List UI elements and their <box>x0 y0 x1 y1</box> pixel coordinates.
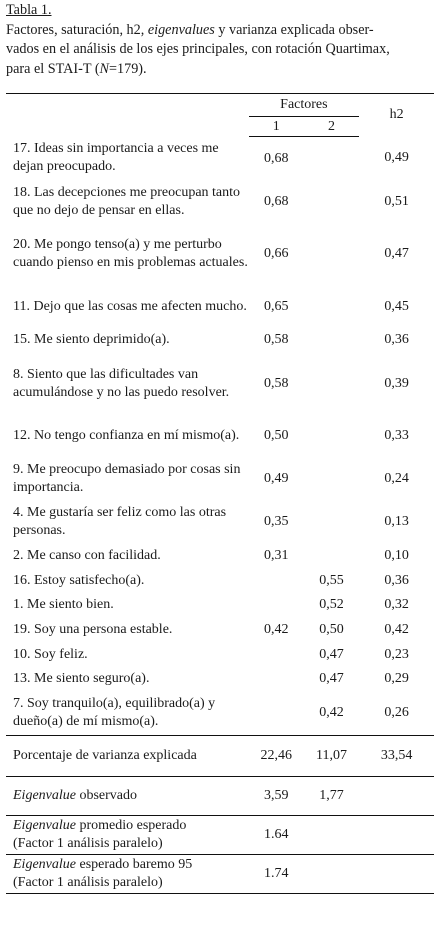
item-factor-2 <box>304 328 359 353</box>
item-h2: 0,39 <box>384 375 409 391</box>
eigenvalue-observed-row <box>6 776 434 815</box>
item-label: 1. Me siento bien. <box>13 597 114 613</box>
item-factor-2 <box>304 223 359 285</box>
header-row-1 <box>6 94 434 117</box>
item-factor-1: 0,42 <box>263 622 289 638</box>
header-h2: h2 <box>359 94 434 137</box>
table-row <box>6 544 434 569</box>
item-h2: 0,47 <box>384 246 409 261</box>
item-factor-2 <box>304 137 359 181</box>
eigenvalue-95-f1: 1.74 <box>249 854 304 893</box>
variance-f1: 22,46 <box>249 735 304 776</box>
caption-line-1: Factores, saturación, h2, eigenvalues y varianza explicada obser- <box>6 21 374 38</box>
item-factor-2: 0,42 <box>319 705 344 721</box>
item-factor-1 <box>249 642 304 667</box>
item-factor-2 <box>304 285 359 328</box>
item-factor-1: 0,65 <box>263 298 289 314</box>
eigenvalue-observed-label: Eigenvalue observado <box>6 776 249 815</box>
header-factor-1: 1 <box>249 117 304 137</box>
eigenvalue-mean-row <box>6 815 434 854</box>
item-h2: 0,10 <box>384 548 409 564</box>
table-row <box>6 692 434 736</box>
table-row <box>6 415 434 458</box>
table-row <box>6 458 434 501</box>
item-factor-2: 0,55 <box>319 572 344 588</box>
item-h2: 0,51 <box>384 193 409 209</box>
header-factores: Factores <box>249 94 360 117</box>
item-label: 20. Me pongo tenso(a) y me perturbo cuando pienso en mis problemas actuales. <box>13 237 248 270</box>
item-h2: 0,32 <box>384 597 409 613</box>
item-label: 11. Dejo que las cosas me afecten mucho. <box>13 298 247 314</box>
item-factor-1: 0,58 <box>263 332 289 348</box>
eigenvalue-95-label: Eigenvalue esperado baremo 95 (Factor 1 análisis paralelo) <box>6 854 249 893</box>
variance-label: Porcentaje de varianza explicada <box>6 735 249 776</box>
item-h2: 0,36 <box>384 332 409 348</box>
item-factor-1: 0,35 <box>263 514 289 530</box>
item-factor-2: 0,47 <box>319 646 344 662</box>
item-factor-2 <box>304 501 359 544</box>
table-row <box>6 642 434 667</box>
item-factor-1: 0,66 <box>263 246 289 261</box>
item-label: 13. Me siento seguro(a). <box>13 671 150 687</box>
header-factor-2: 2 <box>304 117 359 137</box>
variance-f2: 11,07 <box>304 735 359 776</box>
item-factor-1: 0,68 <box>263 193 289 209</box>
eigenvalue-mean-label: Eigenvalue promedio esperado (Factor 1 análisis paralelo) <box>6 815 249 854</box>
item-h2: 0,29 <box>384 671 409 687</box>
table-row <box>6 285 434 328</box>
eigenvalue-observed-f2: 1,77 <box>304 776 359 815</box>
item-label: 15. Me siento deprimido(a). <box>13 332 170 348</box>
table-row <box>6 137 434 181</box>
table-row <box>6 568 434 593</box>
item-h2: 0,33 <box>384 428 409 444</box>
variance-h2: 33,54 <box>359 735 434 776</box>
item-label: 16. Estoy satisfecho(a). <box>13 572 145 588</box>
table-row <box>6 353 434 415</box>
caption-line-2: vados en el análisis de los ejes principales, con rotación Quartimax, <box>6 41 390 57</box>
document <box>6 0 434 890</box>
item-h2: 0,42 <box>384 622 409 638</box>
table-row <box>6 667 434 692</box>
item-label: 4. Me gustaría ser feliz como las otras personas. <box>13 505 227 539</box>
item-h2: 0,23 <box>384 646 409 662</box>
item-factor-2: 0,50 <box>319 622 344 638</box>
item-h2: 0,13 <box>384 514 409 530</box>
item-h2: 0,26 <box>384 705 409 721</box>
variance-row <box>6 735 434 776</box>
item-label: 19. Soy una persona estable. <box>13 622 173 638</box>
item-factor-2 <box>304 415 359 458</box>
table-row <box>6 223 434 285</box>
item-h2: 0,24 <box>384 471 409 487</box>
eigenvalue-mean-f1: 1.64 <box>249 815 304 854</box>
item-factor-1: 0,49 <box>263 471 289 487</box>
factor-table <box>6 93 434 894</box>
item-factor-2 <box>304 353 359 415</box>
table-label: Tabla 1. <box>6 2 52 18</box>
item-label: 17. Ideas sin importancia a veces me dejan preocupado. <box>13 141 219 175</box>
item-label: 9. Me preocupo demasiado por cosas sin importancia. <box>13 462 241 496</box>
item-label: 12. No tengo confianza en mí mismo(a). <box>13 428 240 444</box>
table-row <box>6 180 434 223</box>
item-label: 18. Las decepciones me preocupan tanto que no dejo de pensar en ellas. <box>13 184 241 218</box>
table-row <box>6 618 434 643</box>
caption-line-3: para el STAI-T (N=179). <box>6 60 147 77</box>
item-factor-1 <box>249 568 304 593</box>
item-h2: 0,45 <box>384 298 409 314</box>
item-factor-1 <box>249 593 304 618</box>
item-factor-2 <box>304 180 359 223</box>
table-row <box>6 501 434 544</box>
item-label: 2. Me canso con facilidad. <box>13 548 161 564</box>
item-label: 7. Soy tranquilo(a), equilibrado(a) y dueño(a) de mí mismo(a). <box>13 696 216 730</box>
eigenvalue-95-row <box>6 854 434 893</box>
item-factor-2 <box>304 458 359 501</box>
table-row <box>6 328 434 353</box>
item-label: 10. Soy feliz. <box>13 646 88 662</box>
item-factor-2: 0,47 <box>319 671 344 687</box>
item-factor-1: 0,58 <box>263 375 289 391</box>
item-factor-2: 0,52 <box>319 597 344 613</box>
item-factor-1 <box>249 667 304 692</box>
eigenvalue-observed-f1: 3,59 <box>249 776 304 815</box>
item-label: 8. Siento que las dificultades van acumulándose y no las puedo resolver. <box>13 366 230 400</box>
item-factor-1: 0,31 <box>263 548 289 564</box>
item-h2: 0,36 <box>384 572 409 588</box>
table-row <box>6 593 434 618</box>
item-factor-2 <box>304 544 359 569</box>
table-caption <box>6 1 434 79</box>
item-h2: 0,49 <box>384 150 409 166</box>
item-factor-1 <box>249 692 304 736</box>
item-factor-1: 0,68 <box>263 150 289 166</box>
item-factor-1: 0,50 <box>263 428 289 444</box>
